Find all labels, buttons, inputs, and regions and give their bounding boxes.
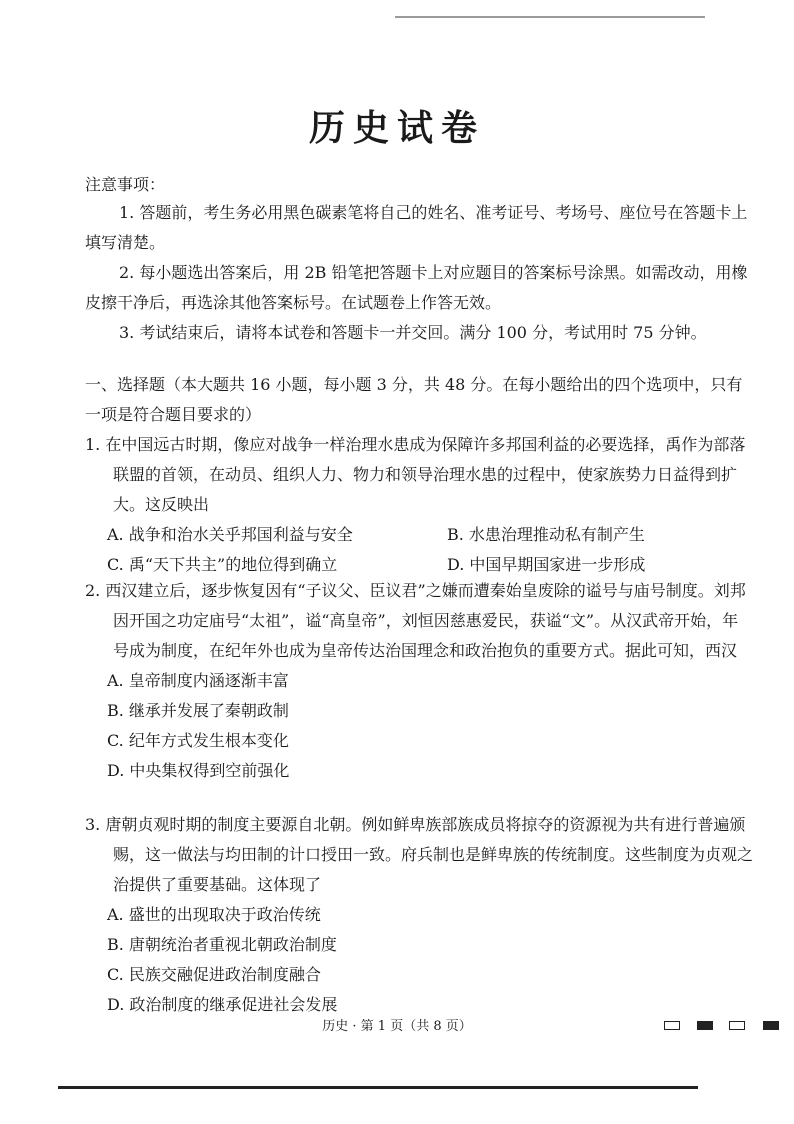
option-c: C. 民族交融促进政治制度融合 xyxy=(107,965,321,984)
question-stem: 2. 西汉建立后，逐步恢复因有“子议父、臣议君”之嫌而遭秦始皇废除的谥号与庙号制度。刘邦因开国之功定庙号“太祖”，谥“高皇帝”，刘恒因慈惠爱民，获谥“文”。从汉武帝开始，年号成为制度，在纪年外也成为皇帝传达治国理念和政治抱负的重要方式。据此可知，西汉 xyxy=(85,581,746,660)
option-c: C. 纪年方式发生根本变化 xyxy=(107,731,289,750)
section-heading: 一、选择题（本大题共 16 小题，每小题 3 分，共 48 分。在每小题给出的四个选项中，只有一项是符合题目要求的） xyxy=(85,375,743,424)
note-item: 2. 每小题选出答案后，用 2B 铅笔把答题卡上对应题目的答案标号涂黑。如需改动，用橡皮擦干净后，再选涂其他答案标号。在试题卷上作答无效。 xyxy=(85,263,748,312)
page-footer: 历史 · 第 1 页（共 8 页） xyxy=(322,1019,472,1034)
option-b: B. 继承并发展了秦朝政制 xyxy=(107,701,289,720)
question-1 xyxy=(85,430,753,580)
question-3 xyxy=(85,810,753,1020)
option-a: A. 战争和治水关乎邦国利益与安全 xyxy=(107,525,353,544)
option-d: D. 中国早期国家进一步形成 xyxy=(447,555,646,574)
scan-bottom-line xyxy=(58,1086,698,1089)
question-stem: 3. 唐朝贞观时期的制度主要源自北朝。例如鲜卑族部族成员将掠夺的资源视为共有进行普遍颁赐，这一做法与均田制的计口授田一致。府兵制也是鲜卑族的传统制度。这些制度为贞观之治提供了重要基础。这体现了 xyxy=(85,815,754,894)
option-d: D. 政治制度的继承促进社会发展 xyxy=(107,995,338,1014)
filled-mark-icon xyxy=(697,1021,713,1030)
notes-heading: 注意事项： xyxy=(85,175,166,194)
alignment-marks xyxy=(0,1021,794,1033)
page-title: 历史试卷 xyxy=(308,107,485,149)
filled-mark-icon xyxy=(763,1021,779,1030)
note-item: 3. 考试结束后，请将本试卷和答题卡一并交回。满分 100 分，考试用时 75 分钟。 xyxy=(119,323,707,342)
notes-list xyxy=(85,198,753,348)
option-d: D. 中央集权得到空前强化 xyxy=(107,761,290,780)
note-item: 1. 答题前，考生务必用黑色碳素笔将自己的姓名、准考证号、考场号、座位号在答题卡上填写清楚。 xyxy=(85,203,748,252)
option-b: B. 水患治理推动私有制产生 xyxy=(447,525,645,544)
hollow-mark-icon xyxy=(729,1021,745,1030)
question-2 xyxy=(85,576,753,786)
question-stem: 1. 在中国远古时期，像应对战争一样治理水患成为保障许多邦国利益的必要选择，禹作为部落联盟的首领，在动员、组织人力、物力和领导治理水患的过程中，使家族势力日益得到扩大。这反映出 xyxy=(85,435,746,514)
option-a: A. 皇帝制度内涵逐渐丰富 xyxy=(107,671,289,690)
option-a: A. 盛世的出现取决于政治传统 xyxy=(107,905,321,924)
option-b: B. 唐朝统治者重视北朝政治制度 xyxy=(107,935,337,954)
scan-top-line xyxy=(395,16,705,18)
option-c: C. 禹“天下共主”的地位得到确立 xyxy=(107,555,338,574)
hollow-mark-icon xyxy=(664,1021,680,1030)
